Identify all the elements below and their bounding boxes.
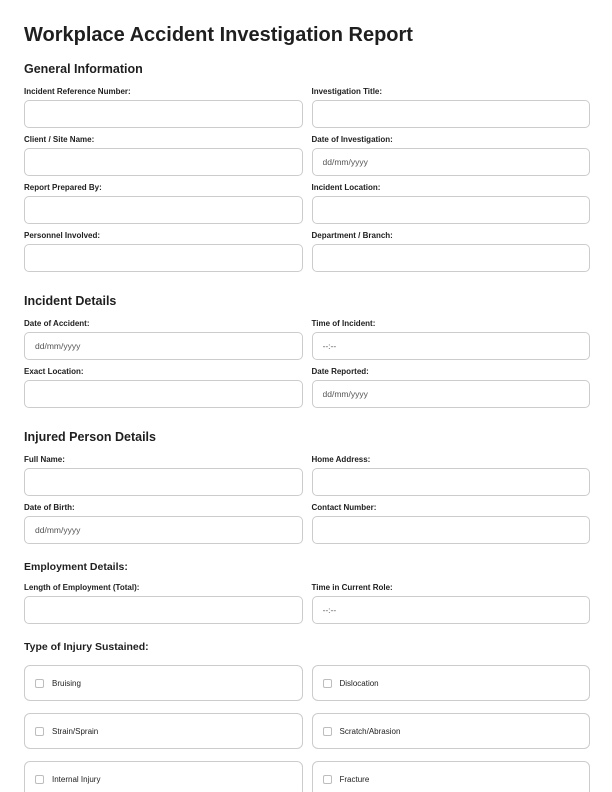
date-of-investigation-input[interactable] <box>312 148 591 176</box>
report-prepared-by-input[interactable] <box>24 196 303 224</box>
contact-number-label: Contact Number: <box>311 503 377 512</box>
strain-sprain-checkbox[interactable] <box>35 727 44 736</box>
investigation-title-label: Investigation Title: <box>311 87 383 96</box>
date-of-investigation-field <box>312 135 591 176</box>
employment-row-1 <box>24 583 590 631</box>
injury-option-fracture[interactable] <box>312 761 591 792</box>
fracture-checkbox[interactable] <box>323 775 332 784</box>
report-prepared-by-field <box>24 183 303 224</box>
bruising-label: Bruising <box>52 678 81 688</box>
investigation-title-input[interactable] <box>312 100 591 128</box>
scratch-abrasion-label: Scratch/Abrasion <box>339 726 401 736</box>
incident-location-input[interactable] <box>312 196 591 224</box>
date-reported-label: Date Reported: <box>311 367 369 376</box>
injured-row-1 <box>24 455 590 503</box>
length-of-employment-field <box>24 583 303 624</box>
dislocation-checkbox[interactable] <box>323 679 332 688</box>
incident-row-1 <box>24 319 590 367</box>
time-in-current-role-input[interactable] <box>312 596 591 624</box>
sub-heading-employment-details: Employment Details: <box>24 561 128 573</box>
exact-location-field <box>24 367 303 408</box>
injury-option-bruising[interactable] <box>24 665 303 701</box>
injured-row-2 <box>24 503 590 551</box>
length-of-employment-input[interactable] <box>24 596 303 624</box>
investigation-title-field <box>312 87 591 128</box>
department-branch-field <box>312 231 591 272</box>
general-row-1 <box>24 87 590 135</box>
home-address-label: Home Address: <box>311 455 371 464</box>
full-name-field <box>24 455 303 496</box>
time-in-current-role-field <box>312 583 591 624</box>
internal-injury-checkbox[interactable] <box>35 775 44 784</box>
page-title: Workplace Accident Investigation Report <box>24 24 413 46</box>
home-address-input[interactable] <box>312 468 591 496</box>
date-of-investigation-label: Date of Investigation: <box>311 135 393 144</box>
internal-injury-label: Internal Injury <box>52 774 101 784</box>
injury-option-scratch-abrasion[interactable] <box>312 713 591 749</box>
report-prepared-by-label: Report Prepared By: <box>24 183 102 192</box>
dislocation-label: Dislocation <box>339 678 379 688</box>
personnel-involved-label: Personnel Involved: <box>24 231 101 240</box>
incident-row-2 <box>24 367 590 415</box>
general-row-4 <box>24 231 590 279</box>
date-reported-field <box>312 367 591 408</box>
date-of-birth-field <box>24 503 303 544</box>
time-in-current-role-label: Time in Current Role: <box>311 583 393 592</box>
injury-option-strain-sprain[interactable] <box>24 713 303 749</box>
incident-location-field <box>312 183 591 224</box>
strain-sprain-label: Strain/Sprain <box>52 726 99 736</box>
general-row-2 <box>24 135 590 183</box>
full-name-input[interactable] <box>24 468 303 496</box>
home-address-field <box>312 455 591 496</box>
bruising-checkbox[interactable] <box>35 679 44 688</box>
exact-location-label: Exact Location: <box>24 367 84 376</box>
department-branch-input[interactable] <box>312 244 591 272</box>
time-of-incident-field <box>312 319 591 360</box>
scratch-abrasion-checkbox[interactable] <box>323 727 332 736</box>
incident-reference-number-input[interactable] <box>24 100 303 128</box>
contact-number-field <box>312 503 591 544</box>
date-of-accident-input[interactable] <box>24 332 303 360</box>
exact-location-input[interactable] <box>24 380 303 408</box>
date-of-birth-input[interactable] <box>24 516 303 544</box>
incident-reference-number-label: Incident Reference Number: <box>24 87 131 96</box>
incident-location-label: Incident Location: <box>311 183 381 192</box>
department-branch-label: Department / Branch: <box>311 231 393 240</box>
section-heading-general-information: General Information <box>24 62 143 76</box>
sub-heading-type-of-injury: Type of Injury Sustained: <box>24 641 149 653</box>
general-row-3 <box>24 183 590 231</box>
client-site-name-input[interactable] <box>24 148 303 176</box>
date-of-accident-field <box>24 319 303 360</box>
personnel-involved-input[interactable] <box>24 244 303 272</box>
date-of-accident-label: Date of Accident: <box>24 319 90 328</box>
injury-options-grid <box>24 665 590 792</box>
personnel-involved-field <box>24 231 303 272</box>
fracture-label: Fracture <box>339 774 370 784</box>
time-of-incident-input[interactable] <box>312 332 591 360</box>
section-heading-incident-details: Incident Details <box>24 294 117 308</box>
time-of-incident-label: Time of Incident: <box>311 319 376 328</box>
client-site-name-field <box>24 135 303 176</box>
full-name-label: Full Name: <box>24 455 65 464</box>
injury-option-dislocation[interactable] <box>312 665 591 701</box>
length-of-employment-label: Length of Employment (Total): <box>24 583 140 592</box>
section-heading-injured-person-details: Injured Person Details <box>24 430 156 444</box>
contact-number-input[interactable] <box>312 516 591 544</box>
date-reported-input[interactable] <box>312 380 591 408</box>
client-site-name-label: Client / Site Name: <box>24 135 95 144</box>
date-of-birth-label: Date of Birth: <box>24 503 75 512</box>
injury-option-internal-injury[interactable] <box>24 761 303 792</box>
incident-reference-number-field <box>24 87 303 128</box>
